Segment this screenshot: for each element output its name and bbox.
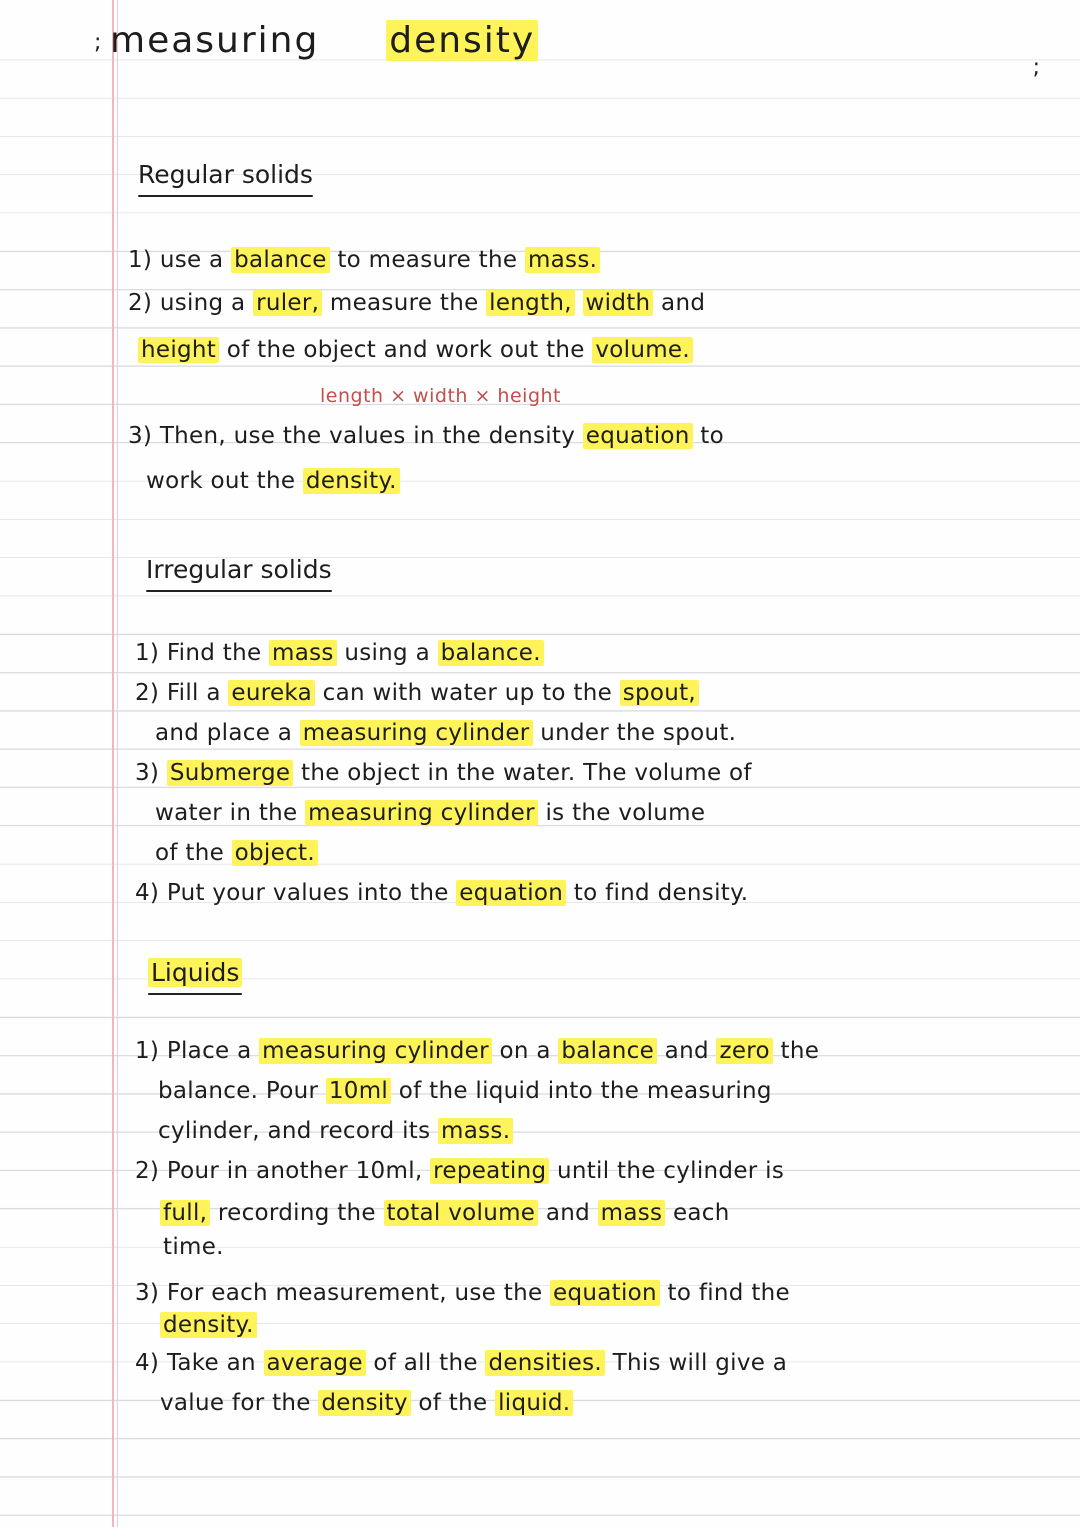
liquids-line-1: 1) Place a measuring cylinder on a balance and zero the <box>135 1038 820 1064</box>
regular-line-3: height of the object and work out the volume. <box>138 337 693 363</box>
irregular-line-4: 3) Submerge the object in the water. The volume of <box>135 760 752 786</box>
irregular-line-1: 1) Find the mass using a balance. <box>135 640 544 666</box>
liquids-line-7: 3) For each measurement, use the equation to find the <box>135 1280 790 1306</box>
liquids-line-3: cylinder, and record its mass. <box>158 1118 513 1144</box>
irregular-line-2: 2) Fill a eureka can with water up to the spout, <box>135 680 699 706</box>
regular-line-1: 1) use a balance to measure the mass. <box>128 247 600 273</box>
regular-line-5: work out the density. <box>146 468 400 494</box>
title-highlight: density <box>386 20 538 61</box>
heading-irregular-solids: Irregular solids <box>146 555 332 584</box>
liquids-line-2: balance. Pour 10ml of the liquid into the measuring <box>158 1078 772 1104</box>
title-mark: ; <box>94 30 104 55</box>
heading-liquids: Liquids <box>148 958 242 987</box>
regular-line-4: 3) Then, use the values in the density equation to <box>128 423 724 449</box>
liquids-line-4: 2) Pour in another 10ml, repeating until the cylinder is <box>135 1158 785 1184</box>
liquids-line-9: 4) Take an average of all the densities. This will give a <box>135 1350 788 1376</box>
regular-line-2: 2) using a ruler, measure the length, width and <box>128 290 706 316</box>
irregular-line-7: 4) Put your values into the equation to find density. <box>135 880 749 906</box>
volume-formula: length × width × height <box>320 385 561 407</box>
margin-line-secondary <box>117 0 118 1527</box>
margin-line <box>112 0 114 1527</box>
liquids-line-5: full, recording the total volume and mass each <box>160 1200 730 1226</box>
irregular-line-5: water in the measuring cylinder is the volume <box>155 800 706 826</box>
irregular-line-3: and place a measuring cylinder under the spout. <box>155 720 737 746</box>
liquids-line-8: density. <box>160 1312 257 1338</box>
page-title: ; measuring density <box>110 20 538 61</box>
liquids-line-6: time. <box>163 1234 224 1260</box>
right-margin-mark: ; <box>1032 55 1040 80</box>
liquids-line-10: value for the density of the liquid. <box>160 1390 573 1416</box>
heading-regular-solids: Regular solids <box>138 160 313 189</box>
irregular-line-6: of the object. <box>155 840 318 866</box>
